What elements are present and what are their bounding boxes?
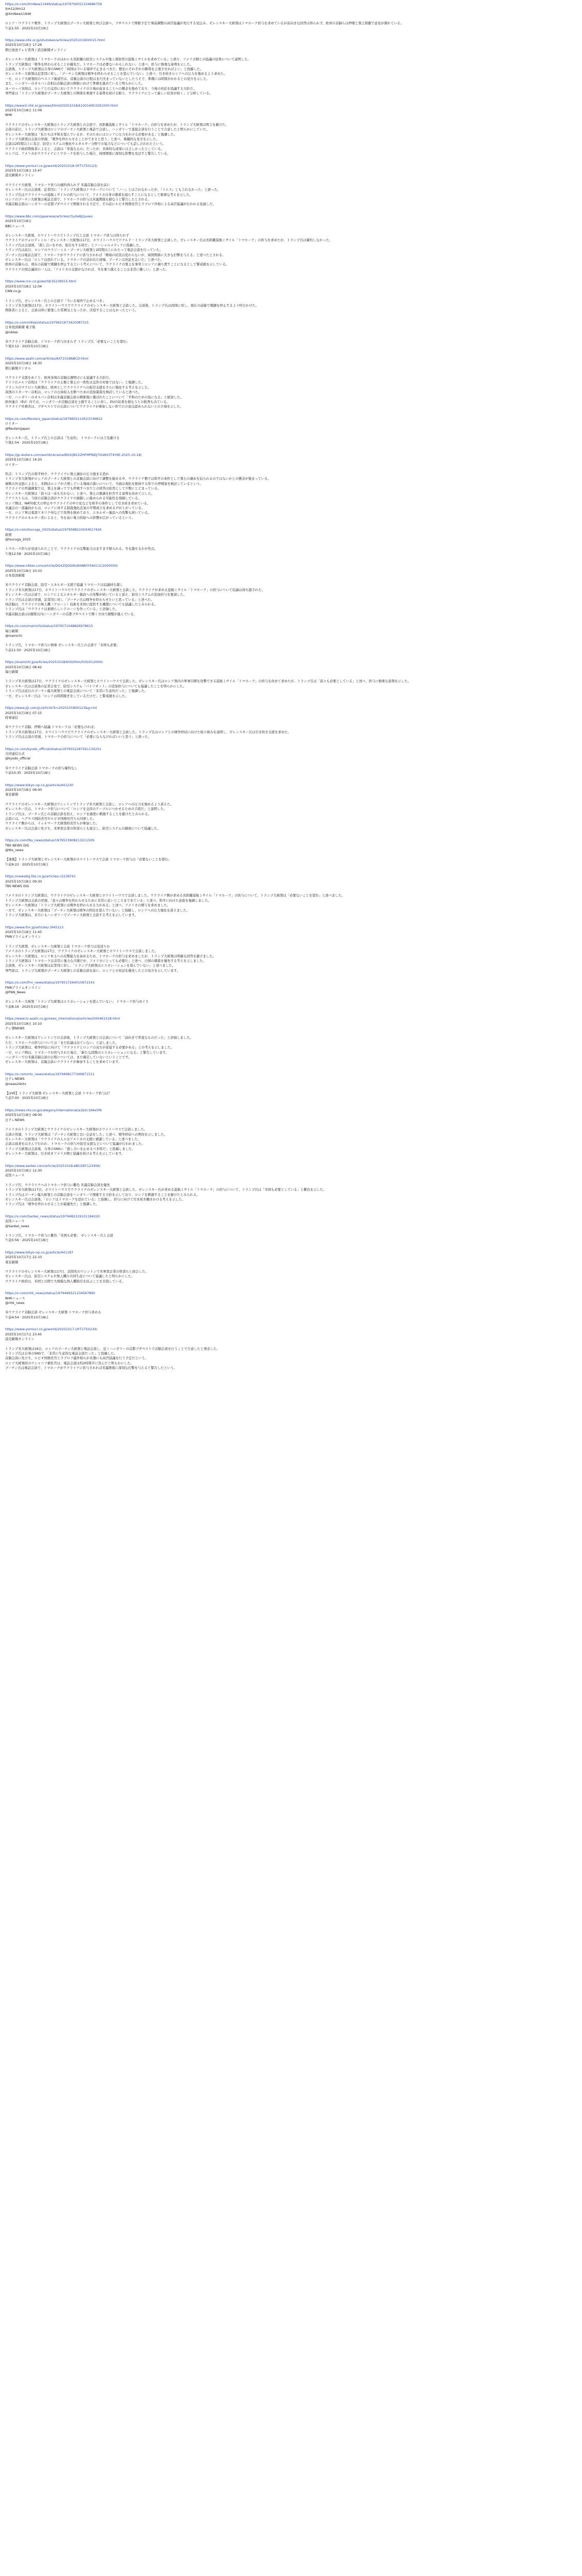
news-entry [5, 417, 567, 446]
entry-paragraph: アメリカのトランプ大統領とウクライナのゼレンスキー大統領がホワイトハウスで会談しました。 [5, 1128, 147, 1132]
entry-paragraph: ゼレンスキー氏は会談で、ロシアによるエネルギー施設への攻撃が続いていると訴え、防空システムの追加供与を要請した。 [5, 593, 187, 597]
news-entry [5, 1016, 567, 1065]
entry-paragraph: トランプ大統領、ゼレンスキー大統領と会談 トマホーク供与は見送りか [5, 944, 110, 948]
entry-paragraph: ゼレンスキー大統領は記者団に対し、「プーチン大統領は戦争を終わらせることを望んでいない」と述べ、引き続きロシアへの圧力を強めるよう求めた。 [5, 72, 227, 76]
entry-meta: 産経ニュース [5, 1174, 25, 1178]
entry-paragraph: トランプ米大統領は17日、ホワイトハウスでウクライナのゼレンスキー大統領と会談した。会談後、トランプ氏は両国に対し、現在の前線で戦闘を停止するよう呼びかけた。 [5, 303, 259, 308]
entry-paragraph: 米ウクライナ首脳会談 トマホークの供与確約なし [5, 766, 78, 770]
entry-paragraph: 【速報】トランプ大統領とゼレンスキー大統領がホワイトハウスで会談 トマホーク供与は「必要ないことを望む」 [5, 858, 172, 862]
entry-paragraph: 午前5:56 · 2025年10月18日 [5, 1239, 48, 1243]
entry-meta: 2025年10月18日 08:42 [5, 665, 42, 669]
source-link[interactable]: https://newsdig.tbs.co.jp/articles/-/2238741 [5, 875, 76, 879]
news-entry [5, 104, 567, 157]
entry-meta: 2025年10月18日 14:20 [5, 458, 42, 462]
news-entry [5, 874, 567, 918]
entry-paragraph: ドイツのメルツ首相は「ウクライナの主権と領土の一体性は交渉の対象ではない」と強調した。 [5, 381, 145, 385]
news-entry [5, 925, 567, 974]
entry-paragraph: ゼレンスキー氏は、防空システムや無人機の共同生産について協議したと明らかにした。 [5, 1275, 135, 1279]
entry-paragraph: 午前8:16 · 2025年10月18日 [5, 1005, 48, 1009]
news-entry [5, 980, 567, 1009]
spacer [5, 178, 567, 183]
entry-paragraph: ゼレンスキー氏は会談後、記者団に「トランプ大統領はトマホークについて『ノー』とは言わなかったが、『イエス』とも言わなかった」と語った。 [5, 188, 221, 192]
source-link[interactable]: https://www.fnn.jp/articles/-/945123 [5, 925, 64, 929]
news-entry [5, 1164, 567, 1207]
source-link[interactable]: https://www.nikkei.com/article/DGXZQOGN180AB0Y5A011C2000000/ [5, 564, 118, 568]
news-entry [5, 164, 567, 207]
entry-paragraph: 米ウクライナ首脳会談 ゼレンスキー大統領 トマホーク供与求める [5, 1311, 102, 1315]
entry-paragraph: 関係者によると、会談は時に緊張した雰囲気となったが、決裂することはなかったという。 [5, 309, 139, 313]
entry-paragraph: トランプ氏は自身のSNSで、「非常に生産的な電話会談だった」と投稿した。 [5, 1351, 118, 1355]
source-link[interactable]: https://www.sankei.com/article/20251018-ABCDEF123456/ [5, 1164, 101, 1168]
source-link[interactable]: https://x.com/nhk_news/status/1979466521234567890 [5, 1292, 95, 1296]
entry-meta: 産経ニュース [5, 1219, 25, 1224]
entry-paragraph: プーチン氏は電話会談で、トマホークがウクライナに供与されれば米露関係に深刻な打撃を与えると警告したという。 [5, 1366, 177, 1370]
entry-paragraph: トランプ大統領は、戦争終結に向けて「ウクライナとロシアの双方が妥協する必要がある」との考えを示しました。 [5, 1046, 174, 1050]
entry-paragraph: ウクライナの世論調査では、領土を譲ってでも停戦すべきだとの回答は依然として少数にとどまっている。 [5, 487, 161, 491]
source-link[interactable]: https://www.yomiuri.co.jp/world/20251017-OYT1T50234/ [5, 1328, 97, 1332]
entry-paragraph: ウクライナ政府関係者によると、会談は「率直なもの」だったが、具体的な成果には乏しかったとしている。 [5, 147, 164, 151]
entry-paragraph: トランプ米大統領は17日、ウクライナのゼレンスキー大統領とホワイトハウスで会談した。ゼレンスキー氏はロシア領内の軍事目標を攻撃できる巡航ミサイル「トマホーク」の供与を改めて求めたが、トランプ氏は「我々も必要としている」と述べ、供与に慎重な姿勢を示した。 [5, 680, 411, 684]
entry-paragraph: 会談には、ヘグセス国防長官やルビオ国務長官らも同席した。 [5, 817, 96, 821]
entry-paragraph: ゼレンスキー氏は会談後の記者会見で、防空システム「パトリオット」の追加供与についても協議したことを明らかにした。 [5, 684, 187, 688]
entry-meta: @ReutersJapan [5, 427, 30, 431]
entry-paragraph: また、ハンガリーのオルバン首相は首脳会談の開催に向けて準備を進めていると明らかにした。 [5, 82, 145, 86]
entry-paragraph: トランプ大統領は「トマホークは非常に強力な兵器だが、アメリカにとっても必要だ」と述べ、自国の備蓄を優先する考えを示しました。 [5, 959, 206, 963]
entry-paragraph: ロシア側は、NATO拡大の停止やウクライナの中立化などを和平の条件として引き続き求めている。 [5, 501, 151, 505]
entry-meta: TBS NEWS DIG [5, 843, 29, 848]
entry-paragraph: ウクライナ政府は、米国との間で大規模な無人機取引を結ぶことを目指している。 [5, 1279, 125, 1283]
entry-paragraph: トランプ米大統領は17日、ホワイトハウスでウクライナのゼレンスキー大統領と会談した。トランプ氏はロシアとの戦争終結に向けた取り組みを説明し、ゼレンスキー氏は引き続き支援を求めた。 [5, 730, 291, 734]
entry-paragraph: ヨーロッパ各国は、ロシアとの交渉においてウクライナの立場が弱まることへの懸念を強めており、今後の対応を協議する方針だ。 [5, 87, 196, 91]
entry-paragraph: 専門家は、トランプ大統領がプーチン大統領との首脳会談を前に、ロシアとの対話を優先したとの見方を示しています。 [5, 969, 180, 973]
spacer [5, 294, 567, 299]
entry-paragraph: 欧州連合（EU）内では、ハンガリーが首脳会談を主催することに対し、EUの結束を損なうとの批判も出ている。 [5, 400, 170, 404]
entry-meta: 2025年10月18日 10:10 [5, 1022, 42, 1026]
entry-meta: 2025年10月18日 15:47 [5, 168, 42, 173]
spacer [5, 761, 567, 766]
entry-paragraph: ウクライナのウォロディミル・ゼレンスキー大統領は17日、ホワイトハウスでドナルド・トランプ米大統領と会談した。ゼレンスキー氏は長距離巡航ミサイル「トマホーク」の供与を求めたが、トランプ氏は確約しなかった。 [5, 239, 332, 243]
entry-meta: 2025年10月18日 08:00 [5, 1113, 42, 1117]
entry-paragraph: ウクライナ外務省は、ブダペストでの会談についてウクライナが参加しない形での合意は認められないとの立場を示した。 [5, 405, 184, 409]
source-link[interactable]: https://x.com/tbs_news/status/1979533908213211509 [5, 839, 94, 843]
spacer [5, 578, 567, 583]
entry-paragraph: ウクライナのゼレンスキー大統領は17日、訪問先のワシントンで米軍需企業の幹部らと面会した。 [5, 1270, 149, 1274]
source-link[interactable]: https://x.com/fnn_news/status/1979517264015872143 [5, 981, 95, 985]
source-link[interactable]: https://www.asahi.com/articles/AST1018ABCD.html [5, 357, 89, 361]
spacer [5, 53, 567, 57]
spacer [5, 889, 567, 893]
entry-meta: @nhk_news [5, 1301, 25, 1306]
entry-meta: 2025年10月18日 12:04 [5, 284, 42, 289]
spacer [5, 431, 567, 436]
source-link[interactable]: https://www.nhk.or.jp/shutoken/articles/2025101900015.html [5, 39, 105, 43]
entry-paragraph: 米露首脳会談はハンガリーの首都ブダペストで開催される予定で、その前にルビオ国務長官とラブロフ外相による高官協議が行われる見通しだ。 [5, 202, 216, 207]
entry-paragraph: ロシアは、アメリカがウクライナにトマホークを供与した場合、両国関係に深刻な影響を及ぼすと警告している。 [5, 152, 171, 156]
news-entry [5, 747, 567, 776]
entry-paragraph: 一方、ロシア大統領府のペスコフ報道官は、首脳会談の日程はまだ決まっていないとしたうえで、準備には時間がかかるとの見方を示した。 [5, 77, 210, 81]
entry-meta: ロイター [5, 422, 18, 426]
entry-paragraph: 一方、ロシア側は、トマホークが供与された場合、「新たな段階のエスカレーションになる」と警告しています。 [5, 1050, 169, 1055]
entry-meta: 2025年10月18日 12:30 [5, 1168, 42, 1173]
entry-paragraph: ゼレンスキー氏、トランプ氏との会談は「生産的」 トマホークには言及避ける [5, 436, 120, 440]
spacer [5, 542, 567, 547]
news-entry [5, 706, 567, 739]
entry-paragraph: ゼレンスキー大統領「トランプ大統領はエスカレーションを望んでいない」 トマホーク供与めぐり [5, 1000, 149, 1004]
entry-paragraph: トランプ大統領は会談の冒頭、「我々は戦争を終わらせるために非常に近いところまで来ている」と述べ、和平に向けた意欲を強調しました。 [5, 899, 211, 903]
entry-paragraph: フランスのマクロン大統領は、欧州としてウクライナへの防空支援をさらに強化する考えを示した。 [5, 385, 151, 389]
spacer [5, 467, 567, 472]
entry-paragraph: 午後12:58 · 2025年10月18日 [5, 552, 51, 556]
entry-meta: 2025年10月18日 07:15 [5, 711, 42, 715]
entry-paragraph: トランプ氏、ゼレンスキー氏との会談で「今いる場所で止めるべき」 [5, 299, 106, 303]
news-entry [5, 1327, 567, 1370]
source-link[interactable]: https://x.com/tsuruga_2025/status/1979588210043617426 [5, 528, 102, 532]
entry-meta: BBCニュース [5, 224, 25, 228]
entry-paragraph: 米ウクライナ首脳会談、トマホーク供与決まらず トランプ氏「必要ないことを望む」 [5, 340, 130, 344]
source-link[interactable]: https://www.tokyo-np.co.jp/article/441187 [5, 1250, 74, 1255]
entry-paragraph: 会談後、トランプ大統領は自身のSNSで「両国は今いる場所で止まるべきだ。歴史にそれぞれの勝利を主張させればよい」と投稿した。 [5, 67, 204, 72]
entry-paragraph: トランプ氏はプーチン露大統領との首脳会談をハンガリーで開催する方針を示しており、ロシアを刺激することを避けたとみられる。 [5, 1193, 200, 1197]
spacer [5, 335, 567, 340]
entry-paragraph: ただ、トマホークの供与については「まだ結論は出ていない」と話しました。 [5, 1041, 119, 1045]
entry-paragraph: トランプ氏は「ウクライナは素晴らしいドローンを作っている」と評価した。 [5, 607, 119, 612]
entry-paragraph: 米議会の一部議員からは、ロシアに対する制裁強化法案の早期成立を求める声が上がっている。 [5, 506, 145, 510]
spacer [5, 798, 567, 802]
entry-meta: 2025年10月18日 [5, 219, 31, 224]
entry-paragraph: 欧州の首脳らは、現在の前線で戦闘を停止するという考えについて、ウクライナの領土を事実上ロシアに譲り渡すことになるとして警戒感を示している。 [5, 263, 229, 267]
entry-paragraph: 米ウクライナ首脳会談、防空・エネルギー支援で協議 トマホークは結論持ち越し [5, 583, 123, 587]
entry-paragraph: トランプ米大統領は17日、ホワイトハウスでウクライナのゼレンスキー大統領と会談した。ウクライナが求める巡航ミサイル「トマホーク」の供与について結論は持ち越された。 [5, 588, 265, 592]
news-entry [5, 564, 567, 617]
entry-meta: 敦賀 [5, 533, 12, 537]
entry-meta: FNNプライムオンライン [5, 986, 41, 990]
spacer [5, 118, 567, 123]
news-entry [5, 214, 567, 272]
entry-paragraph: 会談は2時間以上に及び、防空システムの強化やエネルギー分野での協力などについても話し合われたという。 [5, 142, 166, 146]
news-entry [5, 1108, 567, 1157]
entry-meta: 朝日新聞デジタル [5, 366, 31, 370]
entry-paragraph: 午前4:54 · 2025年10月18日 [5, 1315, 48, 1319]
entry-meta: ロイター [5, 463, 18, 467]
spacer [5, 1306, 567, 1310]
entry-paragraph: ウクライナ側からは、イェルマーク大統領府長官らが参加した。 [5, 822, 99, 826]
source-link[interactable]: https://x.com/mainichi/status/1979571048826978615 [5, 624, 93, 629]
entry-meta: NHKニュース [5, 1296, 25, 1300]
entry-paragraph: ウクライナのゼレンスキー大統領はトランプ大統領との会談で、長距離巡航ミサイル「トマホーク」の供与を求めたが、トランプ大統領は明言を避けた。 [5, 123, 229, 127]
entry-paragraph: 米ウクライナ首脳、停戦へ協議 トマホークは「必要なければ」 [5, 725, 97, 730]
entry-paragraph: ゼレンスキー大統領はワシントンでの会談後、トランプ大統領との会談について「前向きで率直なものだった」と評価しました。 [5, 1036, 193, 1040]
entry-paragraph: トランプ氏は会談の冒頭、記者団に対し「プーチン氏は戦争を終わらせたいと思っている」と述べた。 [5, 598, 154, 602]
entry-paragraph: 会談後、ゼレンスキー大統領は記者団に対し、「トランプ大統領はエスカレーションを望んでいない」と述べました。 [5, 964, 175, 968]
entry-paragraph: ゼレンスキー大統領は「トマホークのほかにも長距離の防空システムや地上発射型の巡航ミサイルを求めている」と語り、アメリカ側との協議の結果について説明した。 [5, 58, 251, 62]
entry-paragraph: ウクライナのゼレンスキー大統領はワシントンでトランプ米大統領と会談し、ロシアへの圧力を強めるよう訴えた。 [5, 802, 174, 806]
entry-paragraph: トランプ氏は、プーチン氏との首脳会談を控え、ロシアを過度に刺激することを避けたとみられる。 [5, 812, 152, 816]
entry-paragraph: ゼレンスキー氏は「ロシアは恐れている。トマホークの話が出た途端、プーチンは対話を急いだ」と述べた。 [5, 258, 164, 262]
entry-paragraph: 【LIVE】トランプ大統領 ゼレンスキー大統領と会談 トマホーク供与は？ [5, 1092, 112, 1096]
entry-paragraph: ゼレンスキー大統領、ホワイトハウスでトランプ氏と会談 トマホーク供与は得られず [5, 234, 129, 238]
news-entry [5, 660, 567, 699]
news-entry [5, 624, 567, 653]
entry-paragraph: ロシア・ウクライナ戦争、トランプ大統領はプーチン大統領と再び会談へ。ブダペストで開催予定で事前調整の高官協議が先行する見込み。ゼレンスキー大統領はトマホーク供与を求めているが前向きな回答は得られず。欧州の首脳らは停戦と領土問題で意見が割れている。 [5, 22, 404, 26]
entry-meta: @tbs_news [5, 849, 24, 853]
news-entry [5, 38, 567, 96]
entry-paragraph: ゼレンスキー大統領は、引き続きアメリカ側と協議を続ける考えを示しています。 [5, 1152, 125, 1156]
entry-meta: 2025年10月18日 11:45 [5, 930, 42, 934]
entry-meta: @Sankei_news [5, 1224, 29, 1228]
entry-paragraph: ゼレンスキー大統領は、首脳会談にウクライナが参加することを求めています。 [5, 1060, 122, 1064]
entry-paragraph: トランプ氏は会談後、「殺し合いをやめ、取引をする時だ」とソーシャルメディアに投稿した。 [5, 243, 143, 247]
entry-meta: 2025年10月17日 22:10 [5, 1256, 42, 1260]
entry-meta: @XmNew11646 [5, 12, 31, 16]
entry-meta: @tsuruga_2025 [5, 537, 31, 541]
spacer [5, 1265, 567, 1269]
entry-paragraph: 会談の冒頭、トランプ大統領は「プーチン大統領と良い会話をした」と述べ、戦争終結への期待を示しました。 [5, 1132, 168, 1137]
news-entry [5, 838, 567, 867]
spacer [5, 1178, 567, 1183]
entry-paragraph: ハンガリーでの米露首脳会談の日程については、まだ確定していないということです。 [5, 1056, 131, 1060]
entry-paragraph: 会談の前日、トランプ大統領はロシアのプーチン大統領と電話で会談し、ハンガリーで直接会談を行うことで合意したと明らかにしていた。 [5, 128, 210, 132]
entry-paragraph: 一方で、ゼレンスキー大統領は「プーチン大統領は戦争の終結を望んでいない」と指摘し、ロシアへの圧力強化を訴えました。 [5, 908, 190, 912]
entry-paragraph: トランプ氏は会談の冒頭、トマホークの供与について「必要にならなければいいと思う」と語った。 [5, 735, 152, 739]
source-link[interactable]: https://x.com/kyodo_official/status/1979552287561130201 [5, 747, 102, 751]
source-link[interactable]: https://www.cnn.co.jp/world/35239015.html [5, 280, 76, 284]
entry-paragraph: トランプ米大統領がロシアのプーチン大統領との首脳会談に向けて調整を進める中、ウクライナ側では和平の条件として領土の譲歩を迫られるのではないかとの懸念が強まっている。 [5, 477, 271, 481]
spacer [5, 371, 567, 376]
entry-paragraph: ロシア大統領府のウシャコフ補佐官は、電話会談は約2時間半に及んだと明らかにした。 [5, 1361, 134, 1365]
entry-meta: 毎日新聞 [5, 629, 19, 633]
entry-paragraph: 会談は昼食をはさんで行われ、トマホークの供与や防空支援などについて協議が行われました。 [5, 1142, 145, 1146]
entry-meta: 日本経済新聞 電子版 [5, 326, 36, 330]
entry-meta: 時事通信 [5, 716, 19, 720]
entry-paragraph: 英国のスターマー首相は、ロシアの石油収入を断つための追加制裁を検討していると述べた。 [5, 391, 142, 395]
entry-meta: 2025年10月19日 17:26 [5, 43, 42, 47]
entry-paragraph: 一方、ロシア軍は東部ドネツク州などで攻勢を強めており、エネルギー施設への攻撃も続いている。 [5, 511, 152, 515]
entry-meta: 読売新聞オンライン [5, 1337, 35, 1342]
entry-paragraph: 専門家は「トランプ大統領がプーチン大統領との関係を重視する姿勢を続ける限り、ウクライナにとって厳しい状況が続く」と分析している。 [5, 92, 213, 96]
source-link[interactable]: https://www.bbc.com/japanese/articles/c5y0e8j2pvwo [5, 214, 93, 218]
entry-paragraph: ウクライナの国会議員の一人は、「アメリカの支援がなければ、冬を乗り越えることは非常に難しい」と語った。 [5, 267, 169, 272]
entry-meta: NHK [5, 113, 12, 117]
news-entry [5, 357, 567, 410]
entry-paragraph: 午前9:22 · 2025年10月18日 [5, 862, 48, 867]
source-link[interactable]: https://x.com/nikkei/status/1979621873420087315 [5, 320, 89, 325]
entry-paragraph: 午前1:55 · 2025年10月19日 [5, 26, 48, 30]
spacer [5, 674, 567, 679]
news-entry [5, 279, 567, 313]
entry-paragraph: ウクライナのエネルギー省によると、冬を前に電力供給への影響が広がっているという。 [5, 516, 135, 520]
entry-paragraph: 午前11:50 · 2025年10月18日 [5, 648, 51, 652]
entry-meta: 2025年10月18日 10:33 [5, 569, 42, 573]
spacer [5, 1087, 567, 1091]
entry-paragraph: トランプ氏、ウクライナへのトマホーク供与に難色 米露首脳会談を優先 [5, 1183, 110, 1187]
news-entry [5, 1214, 567, 1243]
news-entry [5, 1291, 567, 1320]
source-link[interactable]: https://news.ntv.co.jp/category/international/a1b2c3d4e5f6 [5, 1108, 102, 1112]
source-link[interactable]: https://jp.reuters.com/world/ukraine/BX2QKL5ZHFMPNDJ7VLWX3T4Y6E-2025-10-18/ [5, 453, 142, 457]
entry-paragraph: トランプ米大統領は17日、ホワイトハウスでウクライナのゼレンスキー大統領と会談した。ゼレンスキー氏が求める巡航ミサイル「トマホーク」の供与について、トランプ氏は「米国も必要としている」と難色を示した。 [5, 1188, 327, 1192]
source-link[interactable]: https://x.com/Sankei_news/status/1979482219101184220 [5, 1214, 100, 1218]
entry-paragraph: トランプ米大統領は16日、ロシアのプーチン大統領と電話会談し、近くハンガリーの首都ブダペストで首脳会談を行うことで合意したと発表した。 [5, 1347, 220, 1351]
entry-paragraph: トランプ大統領は会談の冒頭、「戦争を終わらせることができると思う」と述べ、楽観的な見方を示した。 [5, 137, 159, 141]
entry-paragraph: ゼレンスキー大統領は「我々は一歩も引かない」と述べ、領土の割譲を拒否する姿勢を改めて示した。 [5, 492, 155, 496]
entry-paragraph: 首脳会談に先立ち、ルビオ国務長官とラブロフ露外相らが来週にも高官協議を行う予定だという。 [5, 1357, 148, 1361]
source-link[interactable]: https://www.tv-asahi.co.jp/news_international/articles/000461528.html [5, 1017, 120, 1021]
entry-paragraph: アナリストらは、今回の首脳会談がウクライナの頭越しに進められる可能性を指摘している。 [5, 497, 142, 501]
entry-paragraph: 米露首脳会談は2週間以内にハンガリーの首都ブダペストで開く方向で調整が進んでいる。 [5, 612, 137, 616]
spacer [5, 1229, 567, 1233]
entry-meta: @mainichi [5, 634, 22, 638]
entry-meta: 2025年10月18日 18:30 [5, 362, 42, 366]
entry-meta: CNN.co.jp [5, 290, 21, 294]
entry-paragraph: プーチン氏は電話会談で、トマホークがウクライナに供与されれば「戦場の状況は変わらないが、両国関係に大きな打撃を与える」と述べたとされる。 [5, 253, 226, 257]
entry-paragraph: ゼレンスキー氏は会談後、「ロシアはトマホークを恐れている」と指摘し、供与に向けて引き続き働きかける考えを示した。 [5, 1197, 186, 1201]
entry-meta: 2025年10月18日 06:00 [5, 788, 42, 792]
spacer [5, 1031, 567, 1036]
entry-paragraph: トランプ大統領は会談後、自身のSNSに「殺し合いを止めるべき時だ」と投稿しました。 [5, 1147, 135, 1151]
spacer [5, 940, 567, 944]
entry-paragraph: アメリカのトランプ大統領は17日、ウクライナのゼレンスキー大統領とホワイトハウスで会談しました。 [5, 950, 158, 954]
entry-paragraph: ゼレンスキー氏は、トマホーク供与について「ロシアを交渉のテーブルにつかせるための手段だ」と説明した。 [5, 807, 167, 811]
spacer [5, 995, 567, 999]
entry-paragraph: トランプ大統領は、来月にもハンガリーでプーチン大統領と会談する考えを示しています。 [5, 913, 138, 918]
entry-paragraph: ゼレンスキー氏は会談に先立ち、米軍需企業の幹部らとも面会し、防空システムの調達について協議した。 [5, 826, 161, 831]
entry-paragraph: トランプ大統領は「戦争を終わらせることが優先だ。トマホークは必要ないかもしれない」と述べ、供与に慎重な姿勢を示した。 [5, 62, 194, 66]
entry-paragraph: トランプ氏は「戦争を終わらせることが最優先だ」と強調した。 [5, 1202, 99, 1207]
news-entry [5, 453, 567, 520]
entry-paragraph: トランプ氏は前日のプーチン露大統領との電話会談について「非常に生産的だった」と強調した。 [5, 689, 148, 693]
source-link[interactable]: https://x.com/XmNew11646/status/1979756551104686759 [5, 3, 102, 6]
entry-meta: @FNN_News [5, 990, 26, 994]
entry-paragraph: 複数の外交筋によると、米側はロシアが占領している地域の扱いについて、当面は現状を維持する形での停戦案を検討しているという。 [5, 482, 203, 486]
entry-paragraph: 午前7:00 · 2025年10月18日 [5, 1096, 48, 1100]
entry-paragraph: 一方、ゼレンスキー氏は「ロシアは時間稼ぎをしているだけだ」と警戒感を示した。 [5, 694, 128, 698]
news-entry [5, 783, 567, 832]
source-link[interactable]: https://mainichi.jp/articles/20251018/k00/00m/030/012000c [5, 660, 104, 665]
entry-meta: 2025年10月18日 09:30 [5, 879, 42, 884]
entry-paragraph: アメリカのトランプ大統領は、ウクライナのゼレンスキー大統領とホワイトハウスで会談しました。ウクライナ側が求める長距離巡航ミサイル「トマホーク」の供与について、トランプ大統領は「必要ないことを望む」と述べました。 [5, 894, 345, 898]
source-link[interactable]: https://www3.nhk.or.jp/news/html/20251018/k10014953291000.html [5, 104, 118, 108]
spacer [5, 1342, 567, 1347]
entry-meta: @news24ntv [5, 1082, 26, 1086]
entry-paragraph: 午前10:35 · 2025年10月18日 [5, 771, 51, 775]
entry-paragraph: 両首脳は、ウクライナの無人機（ドローン）技術を米国に提供する構想についても協議したとみられる。 [5, 603, 158, 606]
news-entry [5, 2, 567, 31]
entry-paragraph: トランプ氏、トマホーク供与に難色「米国も必要」 ゼレンスキー氏と会談 [5, 1234, 113, 1238]
entry-meta: @kyodo_official [5, 757, 31, 761]
entry-meta: 2025年10月17日 23:45 [5, 1332, 42, 1336]
news-entry [5, 1250, 567, 1284]
entry-paragraph: ゼレンスキー大統領は「ウクライナの人々はアメリカの支援に感謝している」と述べました。 [5, 1137, 141, 1141]
entry-paragraph: 一方、ハンガリーのオルバン首相は米露首脳会談の開催地に選ばれたことについて「平和のための島になる」と歓迎した。 [5, 395, 184, 399]
source-link[interactable]: https://www.jiji.com/jc/article?k=2025101800123&g=int [5, 706, 97, 710]
entry-meta: テレ朝NEWS [5, 1027, 25, 1030]
entry-meta: @nikkei [5, 330, 18, 334]
entry-meta: TBS NEWS DIG [5, 885, 29, 889]
entry-meta: 共同通信公式 [5, 752, 25, 756]
source-link[interactable]: https://www.yomiuri.co.jp/world/20251018-OYT1T50123/ [5, 164, 97, 168]
source-link[interactable]: https://x.com/Reuters_Japan/status/1979602114523336812 [5, 417, 103, 421]
entry-meta: 朝日放送テレビ系列 / 読売新聞オンライン [5, 48, 67, 52]
entry-meta: 日テレNEWS [5, 1118, 25, 1122]
entry-meta: 東京新聞 [5, 1260, 19, 1264]
entry-meta: FNNプライムオンライン [5, 935, 41, 939]
entry-paragraph: ゼレンスキー大統領は「私たちは平和を望んでいるが、そのためにはロシアに圧力をかける必要がある」と強調した。 [5, 132, 177, 137]
entry-paragraph: 午後3:12 · 2025年10月18日 [5, 345, 48, 349]
entry-meta: Xm12/Xm12 [5, 7, 26, 11]
entry-paragraph: トランプ氏は前日、ロシアのウラジーミル・プーチン大統領と2時間以上にわたって電話会談を行っていた。 [5, 248, 163, 252]
entry-paragraph: トランプ氏はウクライナへの巡航ミサイルの供与について、アメリカ自身の備蓄を減らすことになるとして慎重な考えを示した。 [5, 193, 193, 197]
spacer [5, 720, 567, 725]
spacer [5, 16, 567, 21]
news-entry [5, 1072, 567, 1101]
spacer [5, 229, 567, 233]
entry-meta: 日本経済新聞 [5, 573, 25, 578]
source-link[interactable]: https://www.tokyo-np.co.jp/article/441230 [5, 783, 74, 787]
news-entry [5, 528, 567, 556]
entry-meta: 読売新聞オンライン [5, 174, 35, 178]
entry-meta: 東京新聞 [5, 793, 19, 797]
entry-meta: 2025年10月18日 11:09 [5, 108, 42, 112]
spacer [5, 1123, 567, 1127]
entry-paragraph: トランプ氏、トマホーク供与に慎重 ゼレンスキー氏との会談で「米国も必要」 [5, 643, 120, 648]
entry-meta: 日テレNEWS [5, 1077, 25, 1081]
entry-paragraph: 午後1:54 · 2025年10月18日 [5, 441, 48, 445]
entry-paragraph: ウクライナ大統領、トマホーク供与の確約得られず 米露首脳会談を前に [5, 183, 110, 187]
entry-paragraph: 焦点：トランプ氏の和平仲介、ウクライナに領土譲歩の圧力強まる恐れ [5, 472, 109, 477]
entry-meta: 毎日新聞 [5, 670, 19, 674]
spacer [5, 853, 567, 857]
news-entry [5, 320, 567, 349]
spacer [5, 638, 567, 643]
entry-paragraph: ゼレンスキー大統領は「トランプ大統領には戦争を終わらせる力がある」と述べ、アメリカの関与を求めました。 [5, 904, 171, 908]
entry-paragraph: トマホーク供与が見送られたことで、ウクライナの反撃能力はますます限られる。冬を越せるかが焦点。 [5, 547, 158, 551]
entry-paragraph: ゼレンスキー大統領は、ロシア本土への反撃能力を高めるため、トマホークの供与を求めましたが、トランプ大統領は明確な回答を避けました。 [5, 954, 216, 958]
source-link[interactable]: https://x.com/ntv_news/status/1979498177346871511 [5, 1072, 95, 1076]
entry-paragraph: ウクライナ支援をめぐり、欧州各国の首脳は週明けにも協議する方針だ。 [5, 376, 112, 380]
entry-paragraph: ロシアのプーチン大統領は電話会談で、トマホークの供与は米露関係を損なうと警告したとされる。 [5, 198, 151, 201]
